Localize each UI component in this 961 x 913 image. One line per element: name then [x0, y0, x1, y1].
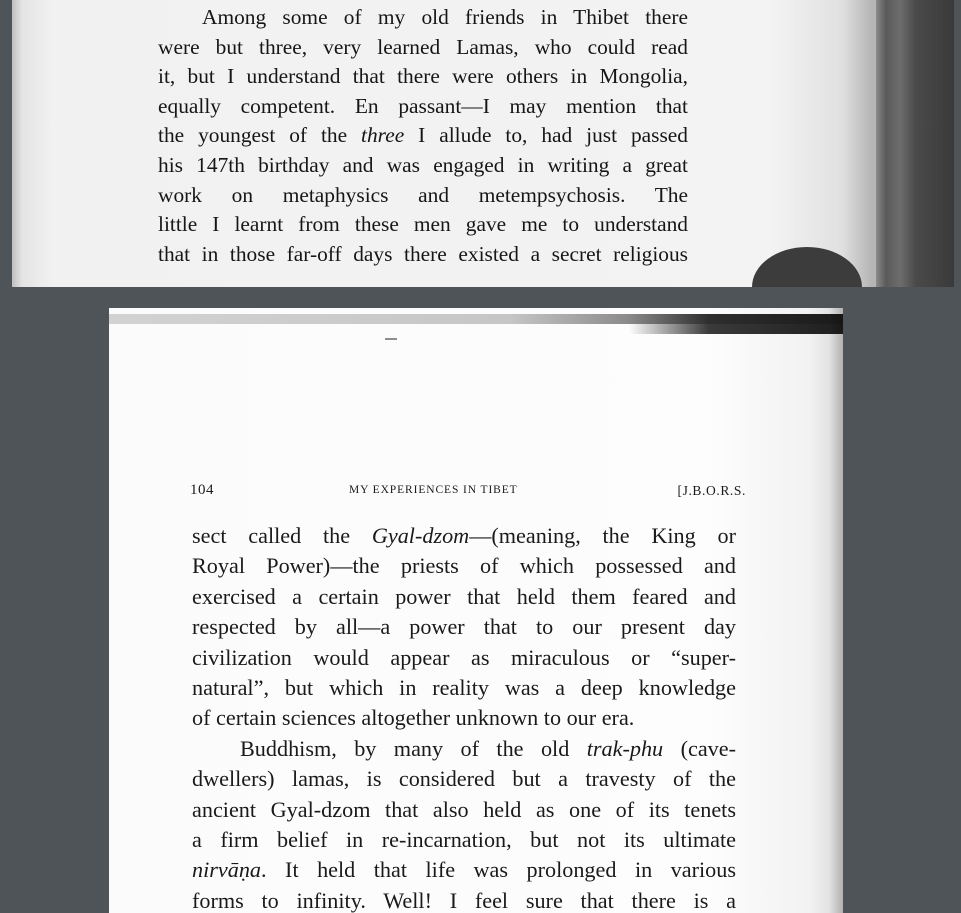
text-line: Buddhism, by many of the old trak-phu (cave-: [240, 735, 736, 761]
page-edge-shadow: [829, 308, 843, 913]
text-line: equally competent. En passant—I may mention that: [158, 93, 688, 118]
text-line: work on metaphysics and metempsychosis. The: [158, 182, 688, 207]
text-line: it, but I understand that there were others in Mongolia,: [158, 64, 688, 89]
scan-top-edge: [109, 314, 843, 324]
italic-word: three: [361, 123, 405, 148]
running-header: [190, 482, 746, 504]
text-line: nirvāṇa. It held that life was prolonged in various: [192, 857, 736, 883]
bottom-page-scan: [109, 308, 843, 913]
text-line: his 147th birthday and was engaged in writing a great: [158, 152, 688, 177]
text-line: Among some of my old friends in Thibet there: [202, 5, 688, 29]
text-line: civilization would appear as miraculous or “super-: [192, 644, 736, 670]
top-page-text: [158, 3, 688, 269]
page-number: 104: [190, 482, 214, 498]
bottom-page-text: [192, 521, 736, 913]
text-line: a firm belief in re-incarnation, but not its ultimate: [192, 827, 736, 853]
text-line: of certain sciences altogether unknown to our era.: [192, 705, 635, 731]
scan-speck: [385, 338, 397, 340]
text-line: little I learnt from these men gave me to understand: [158, 212, 688, 237]
journal-mark: [J.B.O.R.S.: [677, 483, 746, 498]
text-line: dwellers) lamas, is considered but a travesty of the: [192, 766, 736, 792]
text-line: forms to infinity. Well! I feel sure that there is a: [192, 887, 736, 913]
text-line: natural”, but which in reality was a deep knowledge: [192, 675, 736, 701]
book-spine-shadow: [876, 0, 954, 287]
italic-word: trak-phu: [586, 735, 664, 761]
scan-top-edge-shadow: [629, 324, 843, 334]
italic-word: Gyal-dzom: [371, 523, 470, 548]
text-line: ancient Gyal-dzom that also held as one of its tenets: [192, 796, 736, 822]
italic-word: nirvāṇa: [192, 857, 262, 883]
text-line: the youngest of the three I allude to, had just passed: [158, 123, 688, 148]
text-line: respected by all—a power that to our present day: [192, 614, 736, 640]
scan-smudge: [752, 247, 862, 287]
text-line: were but three, very learned Lamas, who could read: [158, 34, 688, 59]
text-line: sect called the Gyal-dzom—(meaning, the King or: [192, 523, 736, 548]
text-line: Royal Power)—the priests of which possessed and: [192, 553, 736, 579]
text-line: exercised a certain power that held them feared and: [192, 583, 736, 609]
running-title: MY EXPERIENCES IN TIBET: [349, 484, 518, 496]
text-line: that in those far-off days there existed a secret religious: [158, 241, 688, 266]
top-page-scan: [12, 0, 954, 287]
